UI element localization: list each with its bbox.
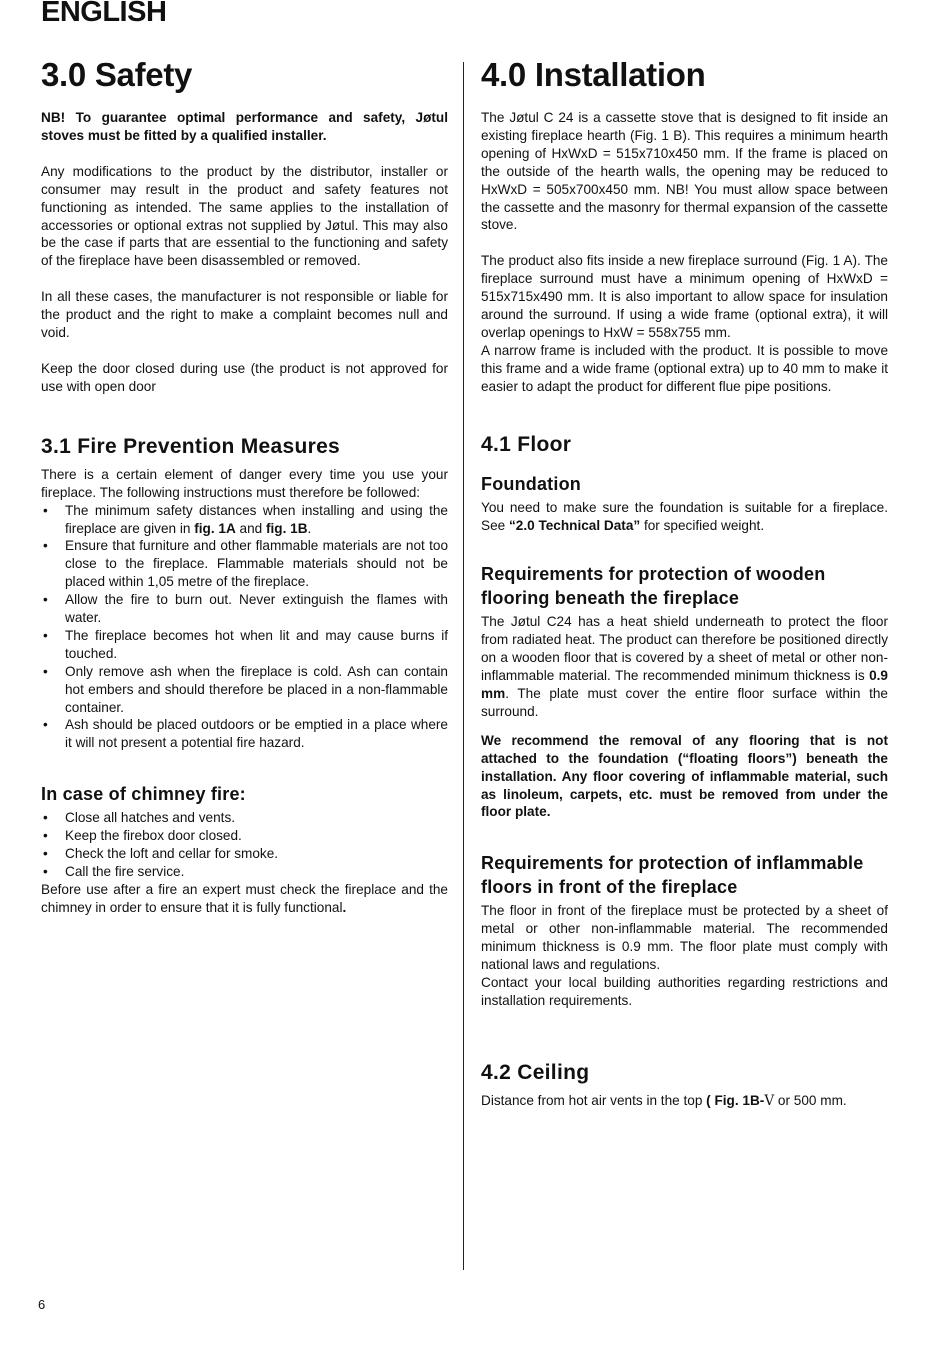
language-heading: ENGLISH — [41, 0, 167, 28]
installation-column — [481, 55, 888, 1111]
list-item: • Call the fire service. — [41, 863, 448, 881]
list-item: • The minimum safety distances when installing and using the fireplace are given in fig. 1A and fig. 1B. — [41, 502, 448, 538]
installation-title: 4.0 Installation — [481, 56, 706, 93]
list-item: • The fireplace becomes hot when lit and may cause burns if touched. — [41, 627, 448, 663]
list-item: • Close all hatches and vents. — [41, 809, 448, 827]
chimney-fire-list — [41, 809, 448, 881]
inflammable-floors-paragraph: The floor in front of the fireplace must be protected by a sheet of metal or other non-inflammable material. The recommended minimum thickness is 0.9 mm. The floor plate must comply with national laws and regulations. — [481, 903, 888, 973]
list-item: • Only remove ash when the fireplace is cold. Ash can contain hot embers and should therefore be placed in a non-flammable container. — [41, 663, 448, 717]
list-item: • Check the loft and cellar for smoke. — [41, 845, 448, 863]
list-item: • Ensure that furniture and other flammable materials are not too close to the fireplace. Flammable materials should not be placed within 1,05 metre of the fireplace. — [41, 537, 448, 591]
column-divider — [463, 62, 464, 1270]
chimney-fire-heading: In case of chimney fire: — [41, 784, 246, 805]
list-item: • Ash should be placed outdoors or be emptied in a place where it will not present a potential fire hazard. — [41, 716, 448, 752]
installation-hearth-paragraph: The Jøtul C 24 is a cassette stove that is designed to fit inside an existing fireplace hearth (Fig. 1 B). This requires a minimum hearth opening of HxWxD = 515x710x450 mm. If the frame is placed on the outside of the hearth walls, the opening may be reduced to HxWxD = 505x700x450 mm. NB! You must allow space between the cassette and the masonry for thermal expansion of the cassette stove. — [481, 110, 888, 233]
safety-liability-paragraph: In all these cases, the manufacturer is not responsible or liable for the product and the right to make a complaint becomes null and void. — [41, 289, 448, 341]
fire-prevention-list — [41, 502, 448, 753]
ceiling-heading: 4.2 Ceiling — [481, 1060, 590, 1084]
installation-frame-paragraph: A narrow frame is included with the product. It is possible to move this frame and a wide frame (optional extra) up to 40 mm to make it easier to adapt the product for different flue pipe positions. — [481, 342, 888, 394]
technical-data-reference: “2.0 Technical Data” — [508, 517, 641, 533]
foundation-paragraph: You need to make sure the foundation is suitable for a fireplace. See “2.0 Technical Data” for specified weight. — [481, 499, 888, 533]
floating-floors-warning: We recommend the removal of any flooring that is not attached to the foundation (“floating floors”) beneath the installation. Any floor covering of inflammable material, such as linoleum, carpets, etc. must be removed from under the floor plate. — [481, 732, 888, 820]
list-item: • Keep the firebox door closed. — [41, 827, 448, 845]
page-number: 6 — [38, 1297, 46, 1312]
inflammable-floors-heading: Requirements for protection of inflammable floors in front of the fireplace — [481, 853, 864, 898]
wooden-flooring-heading: Requirements for protection of wooden flooring beneath the fireplace — [481, 564, 826, 609]
safety-title: 3.0 Safety — [41, 56, 193, 93]
list-item: • Allow the fire to burn out. Never extinguish the flames with water. — [41, 591, 448, 627]
safety-intro-nb: NB! To guarantee optimal performance and safety, Jøtul stoves must be fitted by a qualified installer. — [41, 110, 448, 143]
fire-prevention-heading: 3.1 Fire Prevention Measures — [41, 434, 341, 458]
wooden-flooring-paragraph: The Jøtul C24 has a heat shield underneath to protect the floor from radiated heat. The product can therefore be positioned directly on a wooden floor that is covered by a sheet of metal or other non-inflammable material. The recommended minimum thickness is 0.9 mm. The plate must cover the entire floor surface within the surround. — [481, 614, 888, 719]
safety-modifications-paragraph: Any modifications to the product by the distributor, installer or consumer may result in the product and safety features not functioning as intended. The same applies to the installation of accessories or optional extras not supplied by Jøtul. This may also be the case if parts that are essential to the functioning and safety of the fireplace have been disassembled or removed. — [41, 163, 448, 269]
installation-surround-paragraph: The product also fits inside a new fireplace surround (Fig. 1 A). The fireplace surround must have a minimum opening of HxWxD = 515x715x490 mm. It is also important to allow space for insulation around the surround. If using a wide frame (optional extra), it will overlap openings to HxW = 558x755 mm. — [481, 253, 888, 340]
fig-1b-reference: ( Fig. 1B- — [706, 1092, 765, 1108]
fig-1b-reference: fig. 1B — [266, 520, 308, 536]
building-authorities-paragraph: Contact your local building authorities regarding restrictions and installation requirements. — [481, 975, 888, 1008]
fire-prevention-intro: There is a certain element of danger every time you use your fireplace. The following instructions must therefore be followed: — [41, 466, 448, 500]
safety-column — [41, 55, 448, 917]
floor-heading: 4.1 Floor — [481, 432, 572, 456]
safety-door-paragraph: Keep the door closed during use (the product is not approved for use with open door — [41, 360, 448, 394]
chimney-after-fire-paragraph: Before use after a fire an expert must check the fireplace and the chimney in order to ensure that it is fully functional. — [41, 881, 448, 915]
fig-1a-reference: fig. 1A — [194, 520, 236, 536]
ceiling-paragraph: Distance from hot air vents in the top ( Fig. 1B-V or 500 mm. — [481, 1092, 847, 1109]
foundation-heading: Foundation — [481, 473, 581, 494]
